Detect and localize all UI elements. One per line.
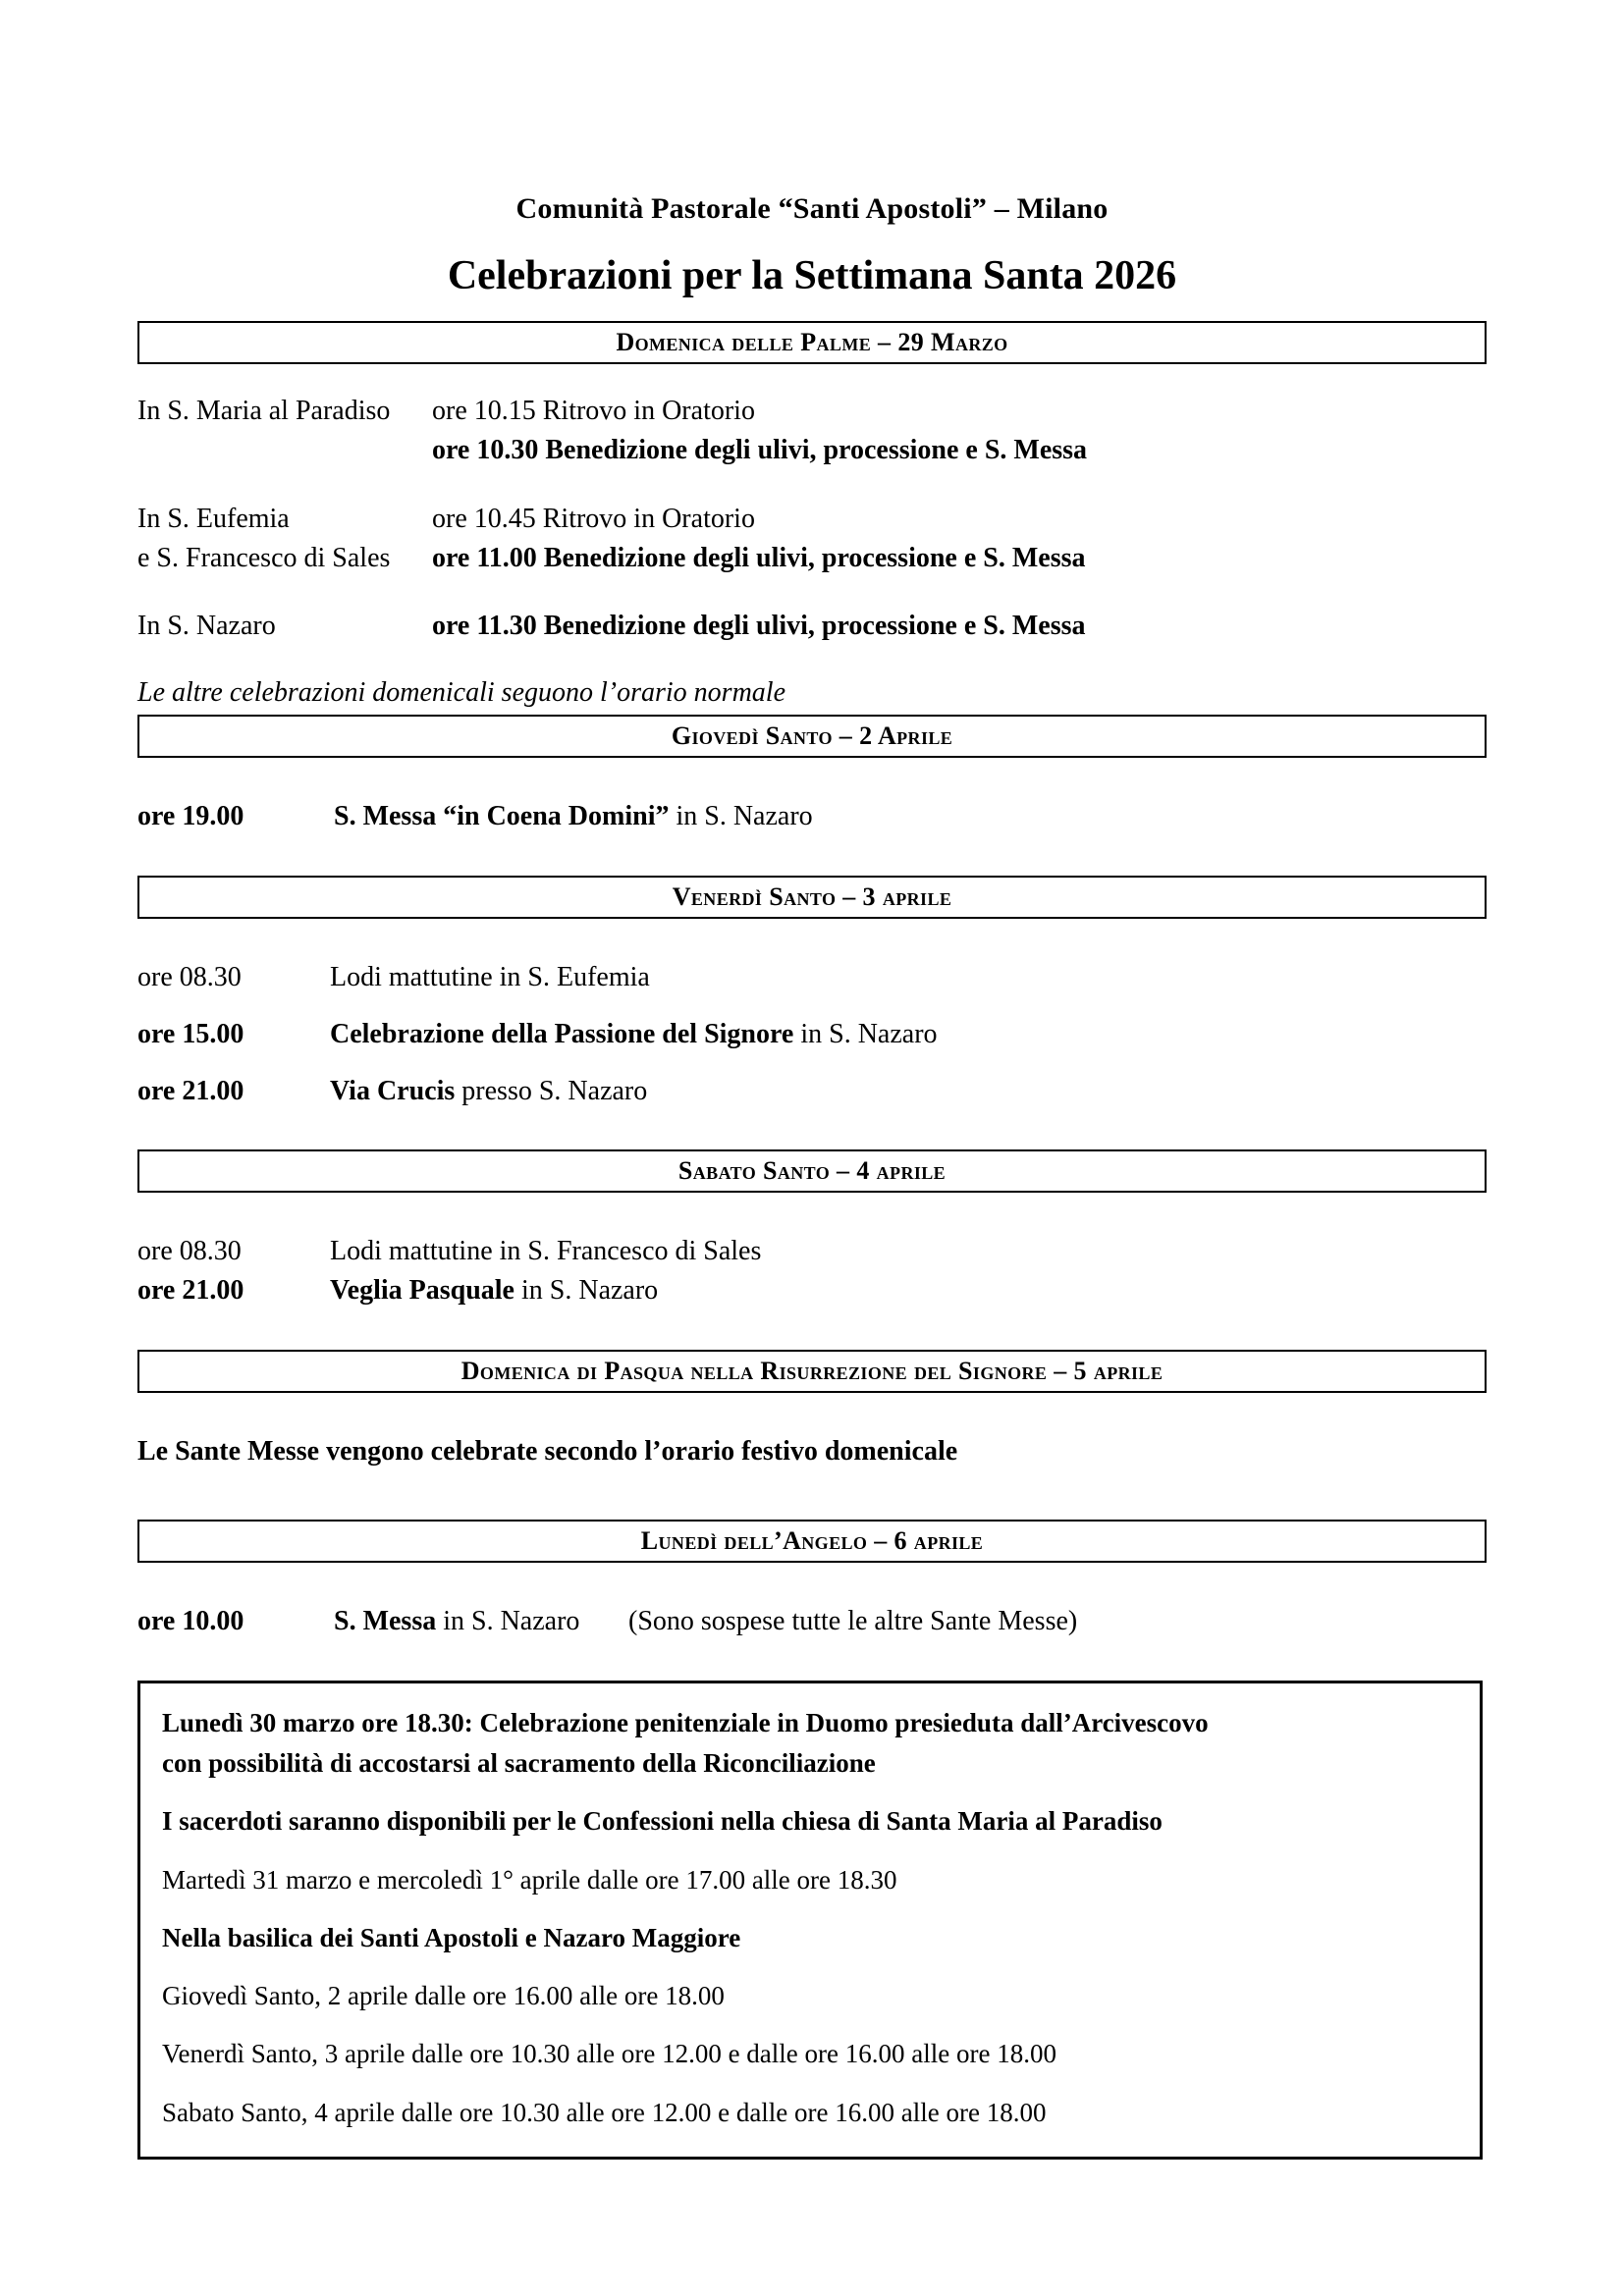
good-friday-rows (137, 919, 1487, 1149)
confession-line: I sacerdoti saranno disponibili per le Confessioni nella chiesa di Santa Maria al Paradiso (162, 1806, 1163, 1837)
holy-thursday-rows (137, 758, 1487, 876)
easter-statement: Le Sante Messe vengono celebrate secondo l’orario festivo domenicale (137, 1435, 958, 1467)
row-time: ore 08.30 (137, 962, 242, 993)
entry-place: In S. Nazaro (137, 611, 276, 642)
schedule-row (137, 1015, 1487, 1054)
schedule-row (137, 1232, 1487, 1271)
row-description (330, 1271, 1487, 1310)
entry-detail: ore 10.45 Ritrovo in Oratorio (432, 503, 755, 534)
row-activity: Lodi mattutine in S. Francesco di Sales (330, 1236, 762, 1267)
easter-sunday-body (137, 1393, 1487, 1432)
section-band-holy-thursday (137, 715, 1487, 758)
schedule-row (137, 1271, 1487, 1310)
entry-row (137, 500, 1487, 539)
entry-detail: ore 11.30 Benedizione degli ulivi, processione e S. Messa (432, 611, 1086, 642)
row-activity: Celebrazione della Passione del Signore (330, 1018, 794, 1049)
confession-line: Martedì 31 marzo e mercoledì 1° aprile dalle ore 17.00 alle ore 18.30 (162, 1864, 897, 1895)
section-band-good-friday (137, 876, 1487, 919)
section-band-label: Domenica delle Palme – 29 Marzo (616, 328, 1008, 357)
section-band-label: Venerdì Santo – 3 aprile (672, 882, 952, 912)
section-band-label: Sabato Santo – 4 aprile (677, 1156, 947, 1186)
schedule-row (137, 958, 1487, 997)
section-band-label: Lunedì dell’Angelo – 6 aprile (640, 1526, 984, 1556)
entry-detail: ore 11.00 Benedizione degli ulivi, processione e S. Messa (432, 542, 1086, 573)
palm-sunday-footnote: Le altre celebrazioni domenicali seguono l’orario normale (137, 677, 785, 709)
row-place: presso S. Nazaro (455, 1075, 648, 1106)
entry-detail: ore 10.30 Benedizione degli ulivi, processione e S. Messa (432, 435, 1088, 466)
row-aside: (Sono sospese tutte le altre Sante Messe) (628, 1606, 1078, 1637)
section-band-easter-monday (137, 1520, 1487, 1563)
row-activity: S. Messa (334, 1606, 437, 1637)
row-description (330, 1232, 1487, 1271)
row-time: ore 08.30 (137, 1236, 242, 1267)
entry-place: In S. Eufemia (137, 503, 290, 534)
row-activity: S. Messa “in Coena Domini” (334, 801, 670, 832)
row-description (330, 1015, 1487, 1054)
row-description (330, 1072, 1487, 1111)
row-description (330, 958, 1487, 997)
confession-line: Sabato Santo, 4 aprile dalle ore 10.30 alle ore 12.00 e dalle ore 16.00 alle ore 18.00 (162, 2097, 1047, 2127)
row-time: ore 10.00 (137, 1606, 244, 1637)
section-band-label: Giovedì Santo – 2 Aprile (671, 721, 953, 751)
easter-spacer (137, 1470, 1487, 1520)
row-activity: Veglia Pasquale (330, 1275, 514, 1307)
confession-line: con possibilità di accostarsi al sacramento della Riconciliazione (162, 1748, 876, 1779)
section-band-holy-saturday (137, 1149, 1487, 1193)
row-time: ore 21.00 (137, 1075, 244, 1106)
row-time: ore 21.00 (137, 1275, 244, 1307)
section-band-easter-sunday (137, 1350, 1487, 1393)
schedule-row (137, 1602, 1487, 1641)
row-description (334, 797, 1487, 836)
row-place: in S. Nazaro (436, 1606, 580, 1637)
section-band-palm-sunday (137, 321, 1487, 364)
confession-line: Lunedì 30 marzo ore 18.30: Celebrazione penitenziale in Duomo presieduta dall’Arcivescovo (162, 1707, 1209, 1737)
schedule-row (137, 1072, 1487, 1111)
entry-place: e S. Francesco di Sales (137, 542, 391, 573)
entry-place: In S. Maria al Paradiso (137, 396, 391, 427)
schedule-row (137, 797, 1487, 836)
row-time: ore 15.00 (137, 1018, 244, 1049)
entry-detail: ore 10.15 Ritrovo in Oratorio (432, 396, 755, 427)
entry-row (137, 539, 1487, 578)
community-header: Comunità Pastorale “Santi Apostoli” – Milano (515, 192, 1109, 225)
entry-row (137, 607, 1487, 646)
row-description (334, 1602, 628, 1641)
confessions-box (137, 1681, 1483, 2160)
row-time: ore 19.00 (137, 801, 244, 832)
easter-monday-rows (137, 1563, 1487, 1681)
entry-row (137, 392, 1487, 431)
confession-line: Venerdì Santo, 3 aprile dalle ore 10.30 alle ore 12.00 e dalle ore 16.00 alle ore 18.00 (162, 2039, 1056, 2069)
row-place: in S. Nazaro (514, 1275, 659, 1307)
row-activity: Lodi mattutine in S. Eufemia (330, 962, 650, 993)
row-activity: Via Crucis (330, 1075, 456, 1106)
row-place: in S. Nazaro (669, 801, 813, 832)
section-band-label: Domenica di Pasqua nella Risurrezione del Signore – 5 aprile (460, 1356, 1164, 1385)
palm-sunday-entries (137, 364, 1487, 675)
confession-line: Nella basilica dei Santi Apostoli e Nazaro Maggiore (162, 1922, 741, 1952)
row-place: in S. Nazaro (793, 1018, 938, 1049)
confession-line: Giovedì Santo, 2 aprile dalle ore 16.00 alle ore 18.00 (162, 1981, 725, 2011)
entry-row (137, 431, 1487, 470)
page-title: Celebrazioni per la Settimana Santa 2026 (447, 253, 1177, 298)
holy-saturday-rows (137, 1193, 1487, 1350)
